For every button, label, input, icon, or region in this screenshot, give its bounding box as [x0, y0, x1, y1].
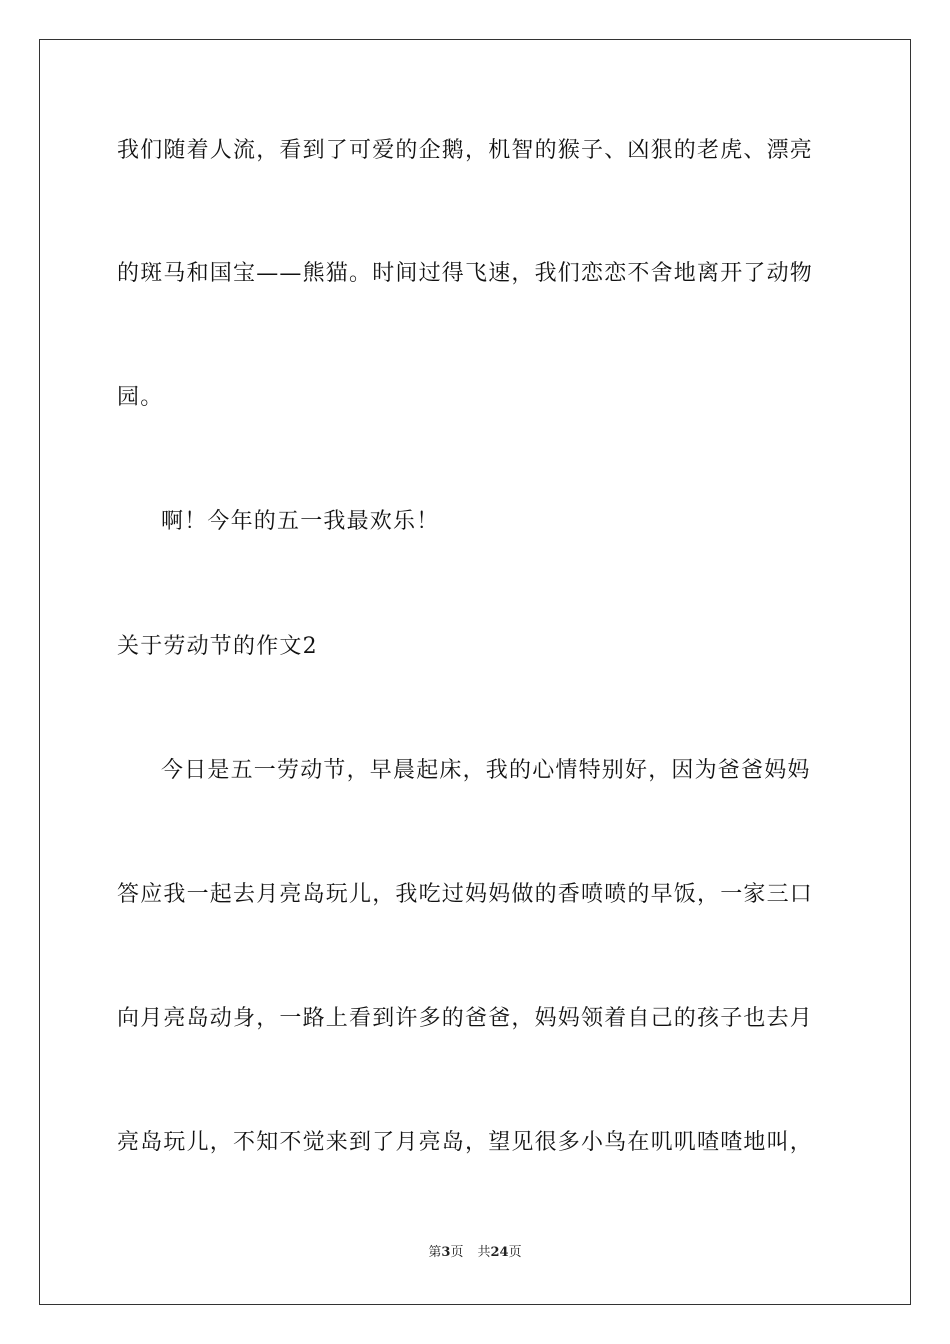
section-title: 关于劳动节的作文2 [117, 634, 318, 659]
paragraph-1-line-3: 园。 [117, 385, 164, 410]
footer-page-prefix: 第 [428, 1245, 442, 1260]
paragraph-1-line-1: 我们随着人流，看到了可爱的企鹅，机智的猴子、凶狠的老虎、漂亮 [117, 138, 814, 163]
footer-total-pages: 24 [490, 1245, 509, 1260]
paragraph-3-line-1: 今日是五一劳动节，早晨起床，我的心情特别好，因为爸爸妈妈 [161, 758, 811, 783]
paragraph-2: 啊！今年的五一我最欢乐！ [161, 509, 440, 534]
page-footer [0, 1244, 950, 1262]
footer-total-prefix: 共 [477, 1245, 491, 1260]
page-border [39, 39, 911, 1305]
paragraph-3-line-3: 向月亮岛动身，一路上看到许多的爸爸，妈妈领着自己的孩子也去月 [117, 1006, 814, 1031]
paragraph-3-line-2: 答应我一起去月亮岛玩儿，我吃过妈妈做的香喷喷的早饭，一家三口 [117, 882, 814, 907]
paragraph-1-line-2: 的斑马和国宝——熊猫。时间过得飞速，我们恋恋不舍地离开了动物 [117, 261, 814, 286]
footer-page-suffix: 页 [450, 1245, 464, 1260]
footer-total-suffix: 页 [508, 1245, 522, 1260]
footer-page-number: 3 [441, 1245, 451, 1260]
paragraph-3-line-4: 亮岛玩儿，不知不觉来到了月亮岛，望见很多小鸟在叽叽喳喳地叫， [117, 1130, 814, 1155]
